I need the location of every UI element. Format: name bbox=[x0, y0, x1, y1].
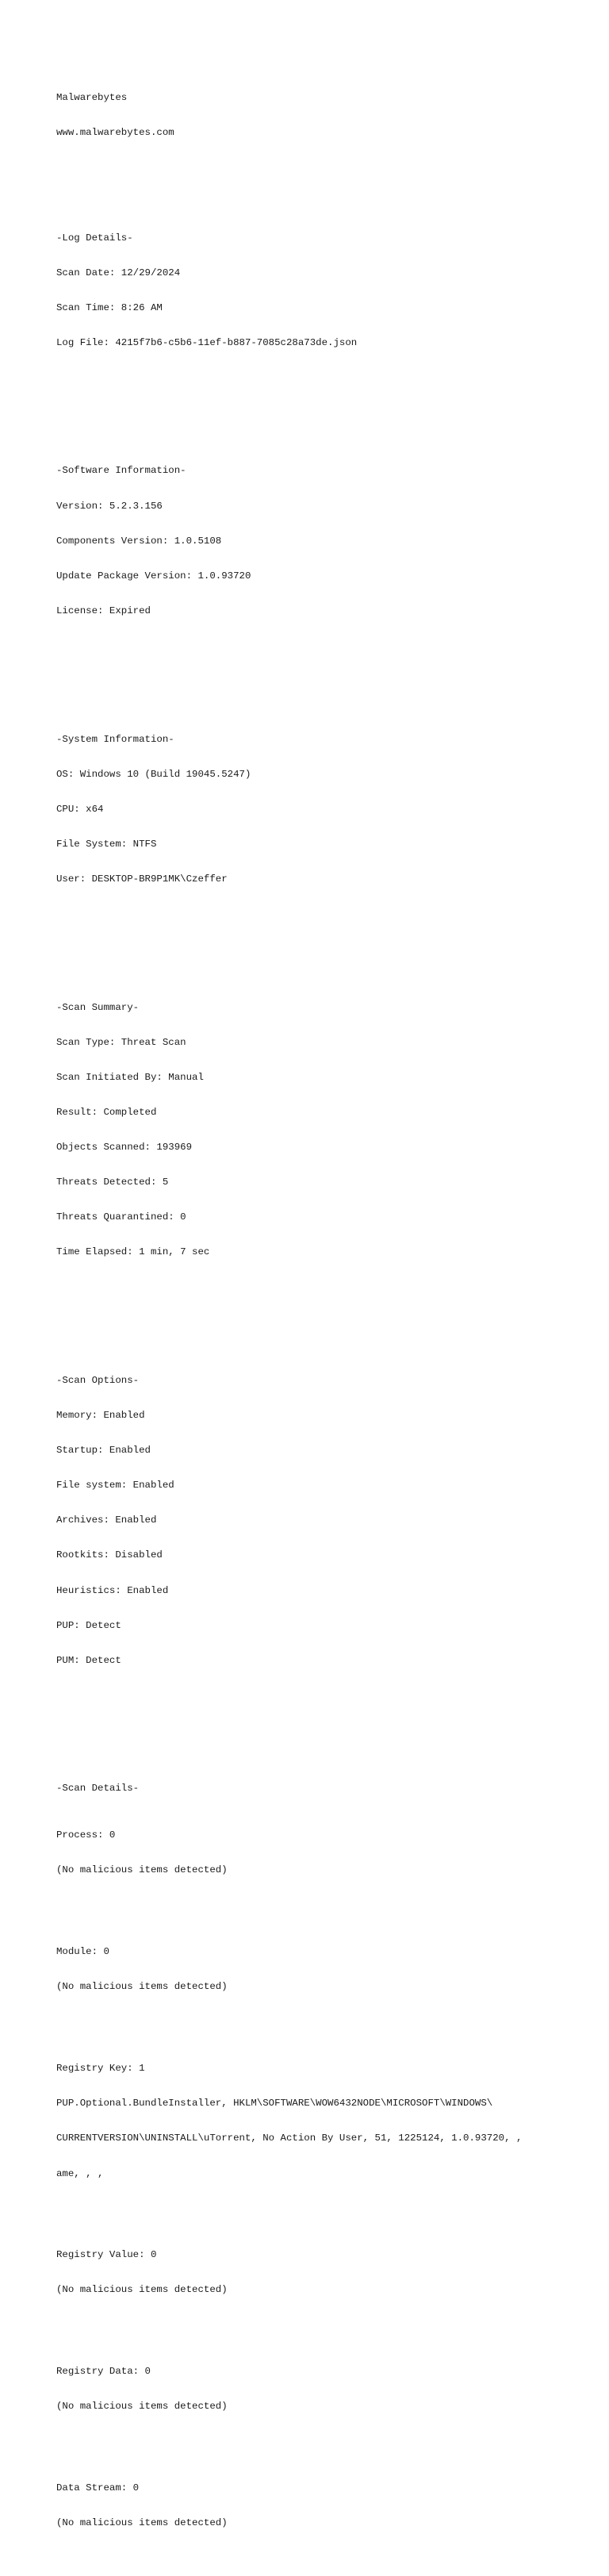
registry-data-note: (No malicious items detected) bbox=[56, 2401, 228, 2413]
software-information-section bbox=[56, 442, 596, 640]
cpu: CPU: x64 bbox=[56, 803, 104, 815]
option-memory: Memory: Enabled bbox=[56, 1410, 145, 1422]
scan-log-document bbox=[56, 57, 596, 2576]
blank-line bbox=[56, 663, 596, 675]
section-heading: -Log Details- bbox=[56, 232, 133, 244]
option-file-system: File system: Enabled bbox=[56, 1480, 174, 1491]
scan-time: Scan Time: 8:26 AM bbox=[56, 301, 163, 313]
option-pup: PUP: Detect bbox=[56, 1619, 121, 1631]
option-archives: Archives: Enabled bbox=[56, 1515, 157, 1526]
blank-line bbox=[56, 162, 596, 174]
section-heading: -Scan Options- bbox=[56, 1375, 140, 1386]
log-details-section bbox=[56, 209, 596, 372]
registry-value-note: (No malicious items detected) bbox=[56, 2284, 228, 2296]
license: License: Expired bbox=[56, 605, 151, 616]
section-heading: -Scan Details- bbox=[56, 1783, 140, 1795]
blank-line bbox=[56, 2320, 596, 2332]
section-heading: -Scan Summary- bbox=[56, 1001, 140, 1013]
objects-scanned: Objects Scanned: 193969 bbox=[56, 1142, 193, 1154]
registry-data-count: Registry Data: 0 bbox=[56, 2366, 151, 2378]
registry-key-entry-line-2: CURRENTVERSION\UNINSTALL\uTorrent, No Action By User, 51, 1225124, 1.0.93720, , bbox=[56, 2133, 523, 2144]
section-heading: -System Information- bbox=[56, 733, 174, 745]
module-note: (No malicious items detected) bbox=[56, 1981, 228, 1993]
product-website: www.malwarebytes.com bbox=[56, 127, 174, 139]
data-stream-count: Data Stream: 0 bbox=[56, 2482, 140, 2494]
threats-detected: Threats Detected: 5 bbox=[56, 1177, 169, 1188]
scan-options-section bbox=[56, 1352, 596, 1690]
scan-type: Scan Type: Threat Scan bbox=[56, 1036, 186, 1048]
blank-line bbox=[56, 1899, 596, 1911]
update-package-version: Update Package Version: 1.0.93720 bbox=[56, 570, 251, 582]
blank-line bbox=[56, 1305, 596, 1317]
result: Result: Completed bbox=[56, 1106, 157, 1118]
registry-key-entry-line-1: PUP.Optional.BundleInstaller, HKLM\SOFTWARE\WOW6432NODE\MICROSOFT\WINDOWS\ bbox=[56, 2098, 493, 2110]
blank-line bbox=[56, 395, 596, 407]
registry-key-count: Registry Key: 1 bbox=[56, 2063, 145, 2075]
user: User: DESKTOP-BR9P1MK\Czeffer bbox=[56, 873, 228, 885]
module-count: Module: 0 bbox=[56, 1946, 109, 1958]
process-note: (No malicious items detected) bbox=[56, 1864, 228, 1876]
product-name: Malwarebytes bbox=[56, 92, 128, 104]
data-stream-note: (No malicious items detected) bbox=[56, 2517, 228, 2529]
scan-date: Scan Date: 12/29/2024 bbox=[56, 267, 181, 278]
blank-line bbox=[56, 2203, 596, 2215]
registry-value-count: Registry Value: 0 bbox=[56, 2249, 157, 2261]
option-heuristics: Heuristics: Enabled bbox=[56, 1584, 169, 1596]
file-system: File System: NTFS bbox=[56, 838, 157, 850]
log-file: Log File: 4215f7b6-c5b6-11ef-b887-7085c28a73de.json bbox=[56, 336, 358, 348]
scan-details-section bbox=[56, 1760, 596, 2553]
blank-line bbox=[56, 1713, 596, 1725]
threats-quarantined: Threats Quarantined: 0 bbox=[56, 1211, 186, 1223]
section-heading: -Software Information- bbox=[56, 465, 186, 477]
version: Version: 5.2.3.156 bbox=[56, 500, 163, 512]
option-rootkits: Rootkits: Disabled bbox=[56, 1549, 163, 1561]
time-elapsed: Time Elapsed: 1 min, 7 sec bbox=[56, 1246, 210, 1258]
blank-line bbox=[56, 931, 596, 943]
option-pum: PUM: Detect bbox=[56, 1654, 121, 1666]
blank-line bbox=[56, 2016, 596, 2028]
registry-key-entry-line-3: ame, , , bbox=[56, 2167, 104, 2179]
process-count: Process: 0 bbox=[56, 1829, 116, 1841]
option-startup: Startup: Enabled bbox=[56, 1445, 151, 1457]
scan-initiated-by: Scan Initiated By: Manual bbox=[56, 1071, 204, 1083]
blank-line bbox=[56, 2436, 596, 2448]
os: OS: Windows 10 (Build 19045.5247) bbox=[56, 768, 251, 780]
system-information-section bbox=[56, 710, 596, 908]
scan-summary-section bbox=[56, 978, 596, 1281]
components-version: Components Version: 1.0.5108 bbox=[56, 535, 222, 547]
